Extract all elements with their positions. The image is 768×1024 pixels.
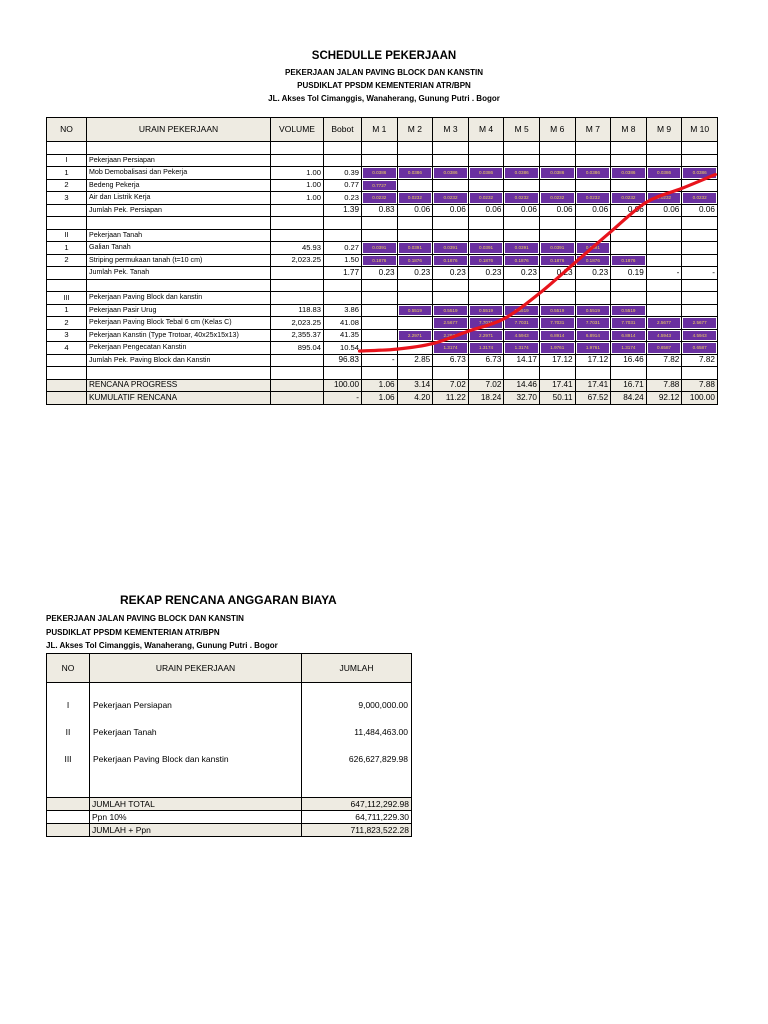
schedule-header-cell: M 10 — [682, 118, 718, 142]
progress-bar: 0.0232 — [470, 193, 503, 203]
rekap-ppn-amount: 64,711,229.30 — [302, 811, 412, 824]
item-name: Galian Tanah — [87, 242, 271, 255]
progress-bar: 2.5677 — [434, 318, 467, 328]
progress-bar: 0.0386 — [399, 168, 432, 178]
progress-bar: 6.8914 — [612, 331, 645, 341]
subtotal-value: 0.23 — [397, 267, 433, 280]
schedule-header-cell: NO — [47, 118, 87, 142]
schedule-header-cell: URAIN PEKERJAAN — [87, 118, 271, 142]
rekap-grand-total-amount: 711,823,522.28 — [302, 824, 412, 837]
rekap-item-name: Pekerjaan Paving Block dan kanstin — [93, 754, 229, 764]
rekap-item-amount: 9,000,000.00 — [358, 700, 408, 710]
schedule-title: SCHEDULLE PEKERJAAN — [311, 50, 457, 62]
subtotal-value: 0.23 — [362, 267, 398, 280]
progress-bar: 0.1876 — [577, 256, 610, 266]
summary-value: 3.14 — [397, 379, 433, 392]
rekap-header-jumlah: JUMLAH — [302, 654, 412, 683]
progress-bar: 1.3174 — [505, 343, 538, 353]
progress-bar: 0.0386 — [683, 168, 716, 178]
item-number: 3 — [47, 192, 87, 205]
item-number: 4 — [47, 342, 87, 355]
progress-bar: 1.3174 — [470, 343, 503, 353]
progress-bar: 0.6587 — [648, 343, 681, 353]
summary-value: 1.06 — [362, 392, 398, 405]
schedule-header-cell: M 9 — [646, 118, 682, 142]
progress-bar: 0.0386 — [363, 168, 396, 178]
subtotal-value: 0.06 — [504, 204, 540, 217]
item-bobot: 10.54 — [324, 342, 362, 355]
subtotal-value: 0.19 — [611, 267, 647, 280]
summary-value: 16.71 — [611, 379, 647, 392]
rekap-header-row — [47, 654, 412, 683]
summary-value: 84.24 — [611, 392, 647, 405]
rekap-no-column — [47, 683, 90, 798]
item-bobot: 1.50 — [324, 254, 362, 267]
progress-bar: 0.0386 — [505, 168, 538, 178]
progress-bar: 4.5943 — [648, 331, 681, 341]
subtotal-bobot: 1.39 — [324, 204, 362, 217]
rekap-item-no: III — [64, 754, 72, 764]
rekap-subtitle-project: PEKERJAAN JALAN PAVING BLOCK DAN KANSTIN — [46, 614, 244, 623]
subtotal-label: Jumlah Pek. Persiapan — [87, 204, 271, 217]
rekap-total-amount: 647,112,292.98 — [302, 798, 412, 811]
item-bobot: 0.27 — [324, 242, 362, 255]
progress-bar: 1.9761 — [577, 343, 610, 353]
subtotal-bobot: 1.77 — [324, 267, 362, 280]
item-bobot: 0.77 — [324, 179, 362, 192]
item-bobot: 41.35 — [324, 329, 362, 342]
progress-bar: 6.8914 — [577, 331, 610, 341]
schedule-subtitle-owner: PUSDIKLAT PPSDM KEMENTERIAN ATR/BPN — [297, 81, 471, 90]
item-volume: 1.00 — [271, 179, 324, 192]
summary-value: 50.11 — [539, 392, 575, 405]
summary-value: 14.46 — [504, 379, 540, 392]
item-name: Pekerjaan Pengecatan Kanstin — [87, 342, 271, 355]
item-name: Bedeng Pekerja — [87, 179, 271, 192]
progress-bar: 0.0232 — [541, 193, 574, 203]
rekap-item-name: Pekerjaan Tanah — [93, 727, 157, 737]
subtotal-value: 0.06 — [397, 204, 433, 217]
subtotal-bobot: 96.83 — [324, 354, 362, 367]
subtotal-value: - — [362, 354, 398, 367]
item-name: Mob Demobalisasi dan Pekerja — [87, 167, 271, 180]
item-volume: 2,023.25 — [271, 254, 324, 267]
progress-bar: 0.1876 — [470, 256, 503, 266]
rekap-name-column — [90, 683, 302, 798]
rekap-grand-total-row — [47, 824, 412, 837]
summary-value: 17.41 — [539, 379, 575, 392]
schedule-header-cell: M 6 — [539, 118, 575, 142]
progress-bar: 4.5943 — [505, 331, 538, 341]
subtotal-value: 7.82 — [682, 354, 718, 367]
progress-bar: 0.0391 — [399, 243, 432, 253]
summary-value: 7.02 — [468, 379, 504, 392]
progress-bar: 0.0232 — [648, 193, 681, 203]
schedule-header-cell: M 5 — [504, 118, 540, 142]
progress-bar: 1.9761 — [541, 343, 574, 353]
subtotal-value: - — [682, 267, 718, 280]
progress-bar: 0.0386 — [434, 168, 467, 178]
rekap-title: REKAP RENCANA ANGGARAN BIAYA — [120, 593, 337, 607]
schedule-subtitle-project: PEKERJAAN JALAN PAVING BLOCK DAN KANSTIN — [285, 68, 483, 77]
progress-bar: 0.5519 — [399, 306, 432, 316]
subtotal-value: 0.23 — [575, 267, 611, 280]
progress-bar: 1.3174 — [434, 343, 467, 353]
subtotal-value: 0.06 — [539, 204, 575, 217]
schedule-header-cell: M 1 — [362, 118, 398, 142]
progress-bar: 0.0232 — [399, 193, 432, 203]
summary-value: 1.06 — [362, 379, 398, 392]
progress-bar: 0.0232 — [612, 193, 645, 203]
progress-bar: 2.2971 — [399, 331, 432, 341]
progress-bar: 2.2971 — [470, 331, 503, 341]
summary-value: 100.00 — [682, 392, 718, 405]
subtotal-value: 0.23 — [433, 267, 469, 280]
summary-label: RENCANA PROGRESS — [87, 379, 271, 392]
schedule-header-cell: M 7 — [575, 118, 611, 142]
summary-value: 11.22 — [433, 392, 469, 405]
item-volume: 118.83 — [271, 304, 324, 317]
rekap-item-no: II — [65, 727, 71, 737]
summary-value: 4.20 — [397, 392, 433, 405]
item-name: Pekerjaan Pasir Urug — [87, 304, 271, 317]
progress-bar: 0.1876 — [399, 256, 432, 266]
progress-bar: 0.0386 — [470, 168, 503, 178]
progress-bar: 2.5677 — [683, 318, 716, 328]
item-name: Pekerjaan Paving Block Tebal 6 cm (Kelas C) — [87, 317, 271, 330]
item-name: Air dan Listrik Kerja — [87, 192, 271, 205]
progress-bar: 7.7031 — [577, 318, 610, 328]
section-name: Pekerjaan Paving Block dan kanstin — [87, 292, 271, 305]
subtotal-value: 6.73 — [433, 354, 469, 367]
item-name: Striping permukaan tanah (t=10 cm) — [87, 254, 271, 267]
progress-bar: 4.5943 — [683, 331, 716, 341]
section-name: Pekerjaan Persiapan — [87, 154, 271, 167]
rekap-item-amount: 11,484,463.00 — [354, 727, 408, 737]
progress-bar: 7.7031 — [505, 318, 538, 328]
item-volume: 1.00 — [271, 192, 324, 205]
progress-bar: 0.7727 — [363, 181, 396, 191]
progress-bar: 0.0386 — [577, 168, 610, 178]
schedule-header-cell: M 3 — [433, 118, 469, 142]
progress-bar: 0.5519 — [541, 306, 574, 316]
summary-value: 7.88 — [646, 379, 682, 392]
progress-bar: 0.5519 — [505, 306, 538, 316]
subtotal-value: 17.12 — [575, 354, 611, 367]
summary-value: 7.88 — [682, 379, 718, 392]
rekap-table — [46, 653, 412, 837]
summary-value: 7.02 — [433, 379, 469, 392]
progress-bar: 1.3174 — [612, 343, 645, 353]
subtotal-value: 0.83 — [362, 204, 398, 217]
subtotal-value: 14.17 — [504, 354, 540, 367]
summary-value: 17.41 — [575, 379, 611, 392]
rekap-ppn-row — [47, 811, 412, 824]
schedule-header-cell: M 8 — [611, 118, 647, 142]
progress-bar: 0.5519 — [612, 306, 645, 316]
progress-bar: 0.0386 — [612, 168, 645, 178]
rekap-amount-column — [302, 683, 412, 798]
item-bobot: 3.86 — [324, 304, 362, 317]
progress-bar: 0.0391 — [505, 243, 538, 253]
rekap-subtitle-owner: PUSDIKLAT PPSDM KEMENTERIAN ATR/BPN — [46, 628, 220, 637]
item-volume: 2,355.37 — [271, 329, 324, 342]
schedule-header-cell: M 2 — [397, 118, 433, 142]
item-name: Pekerjaan Kanstin (Type Trotoar, 40x25x15x13) — [87, 329, 271, 342]
subtotal-value: 0.06 — [682, 204, 718, 217]
item-bobot: 0.23 — [324, 192, 362, 205]
subtotal-value: 0.06 — [611, 204, 647, 217]
schedule-header-cell: Bobot — [324, 118, 362, 142]
rekap-total-row — [47, 798, 412, 811]
section-number: II — [47, 229, 87, 242]
subtotal-value: 0.06 — [468, 204, 504, 217]
progress-bar: 0.1876 — [505, 256, 538, 266]
rekap-header-no: NO — [47, 654, 90, 683]
progress-bar: 0.1876 — [434, 256, 467, 266]
rekap-header-uraian: URAIN PEKERJAAN — [90, 654, 302, 683]
progress-bar: 0.1876 — [541, 256, 574, 266]
item-number: 1 — [47, 242, 87, 255]
progress-bar: 0.5519 — [470, 306, 503, 316]
item-number: 2 — [47, 254, 87, 267]
subtotal-value: 2.85 — [397, 354, 433, 367]
rekap-item-amount: 626,627,829.98 — [348, 754, 408, 764]
progress-bar: 2.2971 — [434, 331, 467, 341]
progress-bar: 0.1876 — [612, 256, 645, 266]
item-volume: 1.00 — [271, 167, 324, 180]
rekap-grand-total-label: JUMLAH + Ppn — [90, 824, 302, 837]
progress-bar: 0.0391 — [541, 243, 574, 253]
progress-bar: 0.0232 — [363, 193, 396, 203]
progress-bar: 7.7031 — [470, 318, 503, 328]
rekap-subtitle-address: JL. Akses Tol Cimanggis, Wanaherang, Gunung Putri . Bogor — [46, 641, 278, 650]
subtotal-value: 16.46 — [611, 354, 647, 367]
progress-bar: 0.0391 — [470, 243, 503, 253]
item-bobot: 41.08 — [324, 317, 362, 330]
progress-bar: 0.5519 — [434, 306, 467, 316]
progress-bar: 0.6587 — [683, 343, 716, 353]
item-number: 1 — [47, 304, 87, 317]
subtotal-value: 0.06 — [575, 204, 611, 217]
section-number: III — [47, 292, 87, 305]
section-number: I — [47, 154, 87, 167]
summary-value: 18.24 — [468, 392, 504, 405]
subtotal-value: 6.73 — [468, 354, 504, 367]
section-name: Pekerjaan Tanah — [87, 229, 271, 242]
item-volume: 45.93 — [271, 242, 324, 255]
progress-bar: 6.8914 — [541, 331, 574, 341]
item-number: 2 — [47, 317, 87, 330]
subtotal-value: 0.06 — [646, 204, 682, 217]
summary-bobot: - — [324, 392, 362, 405]
summary-value: 92.12 — [646, 392, 682, 405]
progress-bar: 2.5677 — [648, 318, 681, 328]
summary-bobot: 100.00 — [324, 379, 362, 392]
summary-value: 32.70 — [504, 392, 540, 405]
item-number: 3 — [47, 329, 87, 342]
item-number: 2 — [47, 179, 87, 192]
progress-bar: 0.0391 — [434, 243, 467, 253]
progress-bar: 0.0232 — [577, 193, 610, 203]
progress-bar: 0.0391 — [363, 243, 396, 253]
progress-bar: 0.0232 — [505, 193, 538, 203]
summary-label: KUMULATIF RENCANA — [87, 392, 271, 405]
subtotal-value: - — [646, 267, 682, 280]
item-volume: 895.04 — [271, 342, 324, 355]
progress-bar: 7.7031 — [541, 318, 574, 328]
schedule-header-cell: VOLUME — [271, 118, 324, 142]
progress-bar: 0.5519 — [577, 306, 610, 316]
schedule-subtitle-address: JL. Akses Tol Cimanggis, Wanaherang, Gunung Putri . Bogor — [268, 94, 500, 103]
item-volume: 2,023.25 — [271, 317, 324, 330]
rekap-total-label: JUMLAH TOTAL — [90, 798, 302, 811]
rekap-item-name: Pekerjaan Persiapan — [93, 700, 172, 710]
subtotal-value: 0.23 — [468, 267, 504, 280]
rekap-body-row — [47, 683, 412, 798]
progress-bar: 7.7031 — [612, 318, 645, 328]
progress-bar: 0.0386 — [648, 168, 681, 178]
subtotal-value: 7.82 — [646, 354, 682, 367]
subtotal-value: 0.06 — [433, 204, 469, 217]
progress-bar: 0.0232 — [683, 193, 716, 203]
s-curve-line — [360, 175, 716, 352]
rekap-ppn-label: Ppn 10% — [90, 811, 302, 824]
progress-bar: 0.0232 — [434, 193, 467, 203]
subtotal-label: Jumlah Pek. Tanah — [87, 267, 271, 280]
subtotal-value: 0.23 — [539, 267, 575, 280]
rekap-item-no: I — [66, 700, 70, 710]
progress-bar: 0.0391 — [577, 243, 610, 253]
subtotal-label: Jumlah Pek. Paving Block dan Kanstin — [87, 354, 271, 367]
progress-bar: 0.1876 — [363, 256, 396, 266]
progress-bar: 0.0386 — [541, 168, 574, 178]
item-bobot: 0.39 — [324, 167, 362, 180]
subtotal-value: 17.12 — [539, 354, 575, 367]
item-number: 1 — [47, 167, 87, 180]
schedule-header-cell: M 4 — [468, 118, 504, 142]
summary-value: 67.52 — [575, 392, 611, 405]
subtotal-value: 0.23 — [504, 267, 540, 280]
